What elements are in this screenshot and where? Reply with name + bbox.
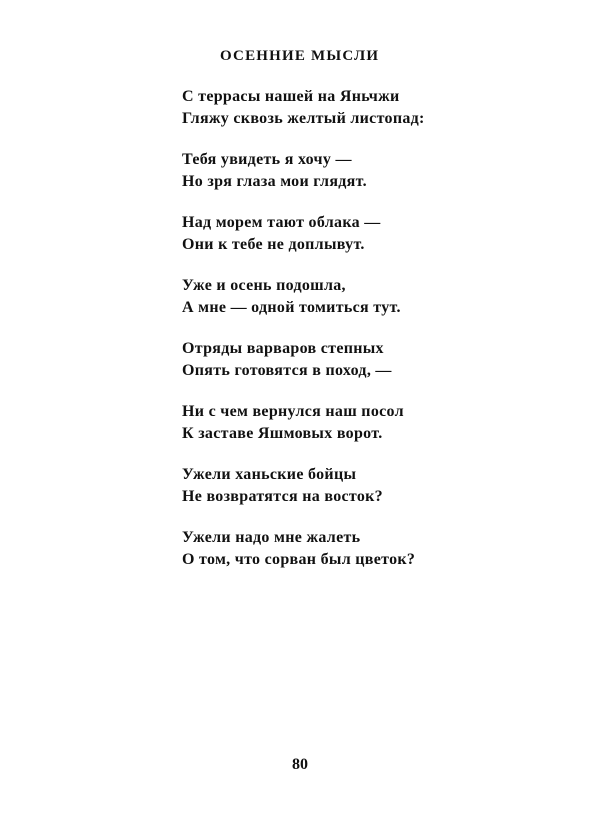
poem-line: Ужели ханьские бойцы: [182, 466, 357, 483]
stanza-4: [182, 275, 542, 319]
poem-line: Уже и осень подошла,: [182, 277, 346, 294]
poem-line: С террасы нашей на Яньчжи: [182, 88, 400, 105]
stanza-2: [182, 149, 542, 193]
poem-line: Ужели надо мне жалеть: [182, 529, 361, 546]
stanza-8: [182, 527, 542, 571]
poem-line: Не возвратятся на восток?: [182, 488, 383, 505]
poem-line: Гляжу сквозь желтый листопад:: [182, 110, 425, 127]
stanza-5: [182, 338, 542, 382]
stanza-6: [182, 401, 542, 445]
poem-line: А мне — одной томиться тут.: [182, 299, 401, 316]
poem-line: О том, что сорван был цветок?: [182, 551, 416, 568]
stanza-1: [182, 86, 542, 130]
stanza-3: [182, 212, 542, 256]
poem-line: Отряды варваров степных: [182, 340, 384, 357]
poem-title: ОСЕННИЕ МЫСЛИ: [220, 48, 380, 64]
poem-line: Над морем тают облака —: [182, 214, 381, 231]
poem-line: Опять готовятся в поход, —: [182, 362, 392, 379]
poem-line: К заставе Яшмовых ворот.: [182, 425, 383, 442]
poem-line: Ни с чем вернулся наш посол: [182, 403, 404, 420]
page-number: 80: [292, 756, 308, 773]
poem-line: Но зря глаза мои глядят.: [182, 173, 367, 190]
poem-line: Тебя увидеть я хочу —: [182, 151, 352, 168]
stanza-7: [182, 464, 542, 508]
poem-body: [182, 86, 542, 590]
poem-line: Они к тебе не доплывут.: [182, 236, 365, 253]
